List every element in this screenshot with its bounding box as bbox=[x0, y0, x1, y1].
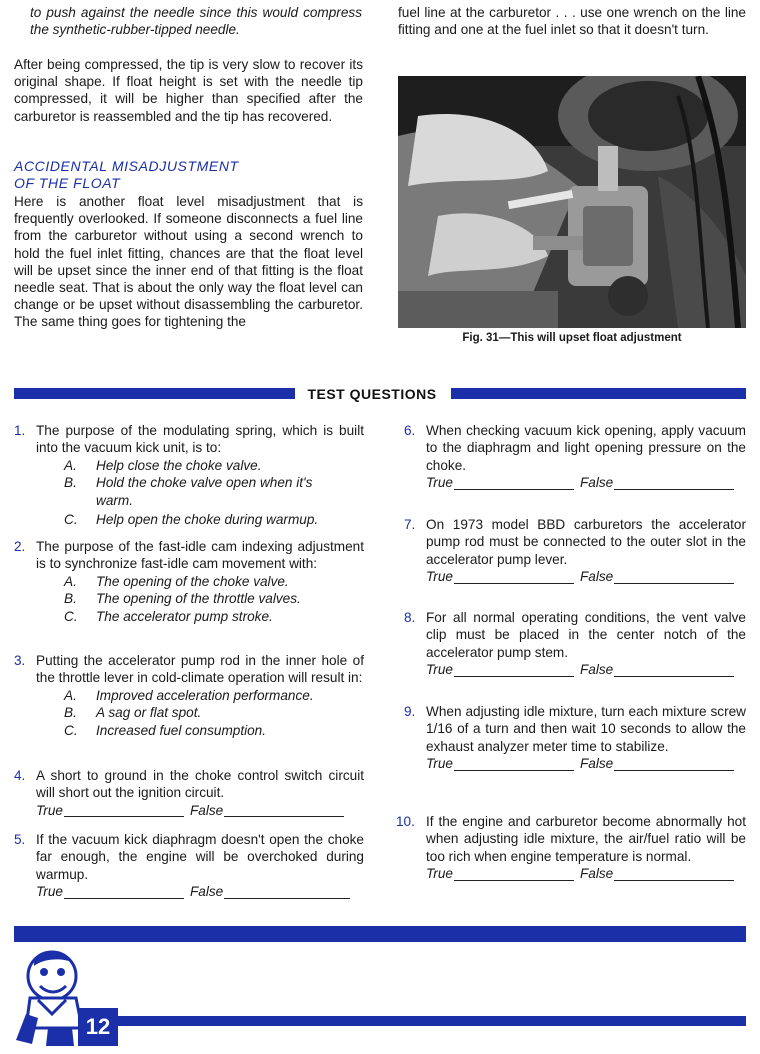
question-9 bbox=[404, 703, 746, 773]
question-8 bbox=[404, 609, 746, 679]
question-2 bbox=[14, 538, 364, 625]
false-answer-blank[interactable] bbox=[614, 867, 734, 881]
bottom-divider-bar bbox=[14, 926, 746, 942]
question-number: 6. bbox=[404, 423, 416, 438]
question-4 bbox=[14, 767, 364, 819]
false-label: False bbox=[579, 866, 614, 882]
section-heading bbox=[14, 158, 363, 192]
question-6 bbox=[404, 422, 746, 492]
question-3 bbox=[14, 652, 364, 739]
paragraph-float-misadjustment: Here is another float level misadjustment that is frequently overlooked. If someone disconnects a fuel line from the carburetor without using a second wrench to hold the fuel inlet fitting, chances are that the float level will be upset since the inner end of that fitting is the float needle seat. That is about the only way the float level can change or be upset without disassembling the carburetor. The same thing goes for tightening the bbox=[14, 194, 363, 330]
question-text: A short to ground in the choke control switch circuit will short out the ignition circuit. bbox=[36, 768, 364, 801]
question-text: The purpose of the fast-idle cam indexing adjustment is to synchronize fast-idle cam movement with: bbox=[36, 539, 364, 572]
false-answer-blank[interactable] bbox=[614, 476, 734, 490]
false-label: False bbox=[189, 802, 224, 818]
true-false-answer bbox=[426, 865, 746, 882]
true-label: True bbox=[36, 884, 63, 900]
question-text: On 1973 model BBD carburetors the accelerator pump rod must be connected to the outer slot in the accelerator pump lever. bbox=[426, 517, 746, 567]
question-number: 7. bbox=[404, 517, 416, 532]
continued-text-left: to push against the needle since this would compress the synthetic-rubber-tipped needle. bbox=[30, 5, 362, 38]
true-answer-blank[interactable] bbox=[454, 570, 574, 584]
false-label: False bbox=[579, 662, 614, 678]
question-number: 10. bbox=[396, 814, 415, 829]
true-answer-blank[interactable] bbox=[454, 476, 574, 490]
true-false-answer bbox=[426, 661, 746, 678]
page-number: 12 bbox=[78, 1008, 118, 1046]
question-number: 4. bbox=[14, 768, 26, 783]
continued-text-right: fuel line at the carburetor . . . use one wrench on the line fitting and one at the fuel inlet so that it doesn't turn. bbox=[398, 5, 746, 38]
true-false-answer bbox=[36, 883, 364, 900]
false-label: False bbox=[579, 475, 614, 491]
true-false-answer bbox=[426, 474, 746, 491]
true-false-answer bbox=[426, 755, 746, 772]
option-a: A. The opening of the choke valve. bbox=[64, 573, 289, 589]
false-answer-blank[interactable] bbox=[614, 757, 734, 771]
question-text: When checking vacuum kick opening, apply vacuum to the diaphragm and light opening pressure on the choke. bbox=[426, 423, 746, 473]
test-questions-title: TEST QUESTIONS bbox=[307, 386, 437, 402]
carburetor-photo bbox=[398, 76, 746, 328]
true-answer-blank[interactable] bbox=[64, 885, 184, 899]
question-number: 1. bbox=[14, 423, 26, 438]
heading-line-2: OF THE FLOAT bbox=[14, 175, 121, 191]
true-label: True bbox=[426, 756, 453, 772]
option-a: A. Help close the choke valve. bbox=[64, 457, 262, 473]
question-text: If the engine and carburetor become abnormally hot when adjusting idle mixture, the air/fuel ratio will be too rich when engine temperature is normal. bbox=[426, 814, 746, 864]
question-7 bbox=[404, 516, 746, 586]
option-b: B. Hold the choke valve open when it's warm. bbox=[64, 475, 313, 508]
carburetor-photo-illustration bbox=[398, 76, 746, 328]
option-b: B. A sag or flat spot. bbox=[64, 705, 202, 721]
true-label: True bbox=[426, 866, 453, 882]
true-label: True bbox=[426, 475, 453, 491]
option-c: C. The accelerator pump stroke. bbox=[64, 608, 273, 624]
option-a: A. Improved acceleration performance. bbox=[64, 687, 314, 703]
true-false-answer bbox=[426, 568, 746, 585]
true-answer-blank[interactable] bbox=[454, 867, 574, 881]
false-answer-blank[interactable] bbox=[614, 570, 734, 584]
question-1 bbox=[14, 422, 364, 528]
false-label: False bbox=[579, 756, 614, 772]
true-label: True bbox=[426, 662, 453, 678]
paragraph-compressed-tip: After being compressed, the tip is very slow to recover its original shape. If float height is set with the needle tip compressed, it will be higher than specified after the carburetor is reassembled and the tip has recovered. bbox=[14, 57, 363, 124]
false-label: False bbox=[189, 884, 224, 900]
true-false-answer bbox=[36, 802, 364, 819]
question-number: 8. bbox=[404, 610, 416, 625]
question-number: 5. bbox=[14, 832, 26, 847]
true-label: True bbox=[426, 569, 453, 585]
option-c: C. Increased fuel consumption. bbox=[64, 722, 267, 738]
question-text: When adjusting idle mixture, turn each mixture screw 1/16 of a turn and then wait 10 seconds to allow the exhaust analyzer meter time to stabilize. bbox=[426, 704, 746, 754]
question-text: The purpose of the modulating spring, which is built into the vacuum kick unit, is to: bbox=[36, 423, 364, 456]
footer-bar bbox=[118, 1016, 746, 1026]
true-answer-blank[interactable] bbox=[454, 663, 574, 677]
question-10 bbox=[396, 813, 746, 883]
figure-caption: Fig. 31—This will upset float adjustment bbox=[462, 332, 682, 344]
header-bar-left bbox=[14, 388, 295, 399]
header-bar-right bbox=[451, 388, 746, 399]
question-number: 3. bbox=[14, 653, 26, 668]
question-5 bbox=[14, 831, 364, 901]
false-answer-blank[interactable] bbox=[224, 885, 350, 899]
question-number: 9. bbox=[404, 704, 416, 719]
option-c: C. Help open the choke during warmup. bbox=[64, 512, 319, 528]
heading-line-1: ACCIDENTAL MISADJUSTMENT bbox=[14, 158, 239, 174]
false-label: False bbox=[579, 569, 614, 585]
question-text: Putting the accelerator pump rod in the inner hole of the throttle lever in cold-climate operation will result in: bbox=[36, 653, 364, 686]
true-label: True bbox=[36, 802, 63, 818]
true-answer-blank[interactable] bbox=[64, 803, 184, 817]
false-answer-blank[interactable] bbox=[224, 803, 344, 817]
false-answer-blank[interactable] bbox=[614, 663, 734, 677]
question-text: If the vacuum kick diaphragm doesn't open the choke far enough, the engine will be overchoked during warmup. bbox=[36, 832, 364, 882]
option-b: B. The opening of the throttle valves. bbox=[64, 591, 301, 607]
question-number: 2. bbox=[14, 539, 26, 554]
true-answer-blank[interactable] bbox=[454, 757, 574, 771]
question-text: For all normal operating conditions, the vent valve clip must be placed in the center notch of the accelerator pump stem. bbox=[426, 610, 746, 660]
